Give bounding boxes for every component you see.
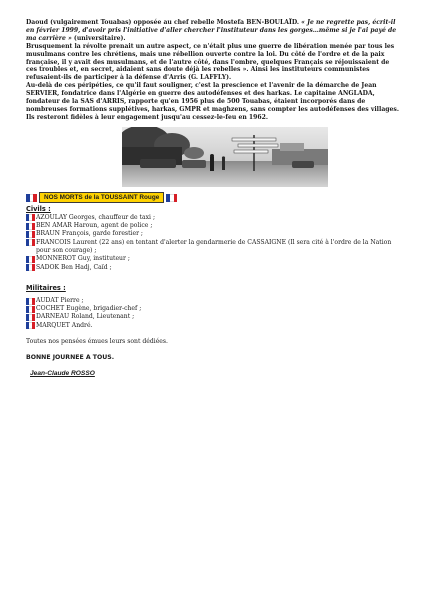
militaires-list: [26, 297, 402, 330]
list-item: COCHET Eugène, brigadier-chef ;: [26, 305, 402, 313]
french-flag-icon: [26, 306, 35, 313]
french-flag-icon: [26, 322, 35, 329]
list-item: BEN AMAR Haroun, agent de police ;: [26, 222, 402, 230]
civils-list: [26, 214, 402, 272]
french-flag-icon: [26, 239, 35, 246]
closing-text: Toutes nos pensées émues leurs sont dédiées.: [26, 338, 168, 346]
intro-paragraph-3: Au-delà de ces péripéties, ce qu'il faut souligner, c'est la prescience et l'avenir de la démarche de Jean SERVIER, fondatrice dans l'Algérie en guerre des autodéfenses et des harkas. Le capitaine ANGLADA, fondateur de la SAS d'ARRIS, rapporte qu'en 1956 plus de 500 Touabas, étaient incorporés dans de nombreuses formations supplétives, harkas, GMPR et maghzens, sans compter les autodéfenses des villages.: [26, 82, 399, 113]
french-flag-icon: [166, 194, 177, 202]
intro-text-b: (universitaire).: [71, 34, 126, 42]
author-signature: Jean-Claude ROSSO: [30, 370, 95, 378]
list-item: MARQUET André.: [26, 322, 402, 330]
list-item: DARNEAU Roland, Lieutenant ;: [26, 313, 402, 321]
french-flag-icon: [26, 298, 35, 305]
street-scene-photo: [122, 127, 328, 187]
heading-row: [26, 193, 402, 203]
french-flag-icon: [26, 214, 35, 221]
list-item: BRAUN François, garde forestier ;: [26, 230, 402, 238]
french-flag-icon: [26, 194, 37, 202]
intro-paragraph-4: Ils resteront fidèles à leur engagement jusqu'au cessez-le-feu en 1962.: [26, 113, 268, 121]
list-item: AUDAT Pierre ;: [26, 297, 402, 305]
list-item: SADOK Ben Hadj, Caïd ;: [26, 264, 402, 272]
section-heading: NOS MORTS de la TOUSSAINT Rouge: [39, 192, 164, 203]
french-flag-icon: [26, 231, 35, 238]
intro-quote: « Je ne regrette pas, écrit-il en février 1999, d'avoir pris l'initiative d'aller chercher l'instituteur dans les gorges…même si je l'ai payé de ma carrière »: [26, 19, 397, 42]
intro-paragraph-2: Brusquement la révolte prenait un autre aspect, ce n'était plus une guerre de libération menée par tous les musulmans contre les chrétiens, mais une rébellion ouverte contre la loi. Du côté de l'ordre et de la paix française, il y avait des musulmans, et de l'autre côté, dans l'ombre, quelques Français se réjouissaient de ces troubles et, en secret, aidaient sans doute déjà les rebelles ». Ainsi les instituteurs communistes refusaient-ils de participer à la défense d'Arris (G. LAFFLY).: [26, 42, 395, 82]
french-flag-icon: [26, 264, 35, 271]
document-page: [26, 19, 402, 378]
list-item: AZOULAY Georges, chauffeur de taxi ;: [26, 214, 402, 222]
intro-paragraph-1: [26, 19, 402, 43]
civils-title: Civils :: [26, 204, 51, 213]
intro-text-a: Daoud (vulgairement Touabas) opposée au chef rebelle Mostefa BEN-BOULAÏD.: [26, 19, 302, 26]
greeting-text: BONNE JOURNEE A TOUS.: [26, 354, 115, 362]
list-item: MONNEROT Guy, instituteur ;: [26, 255, 402, 263]
french-flag-icon: [26, 256, 35, 263]
militaires-title: Militaires :: [26, 283, 66, 292]
french-flag-icon: [26, 223, 35, 230]
french-flag-icon: [26, 314, 35, 321]
list-item: FRANCOIS Laurent (22 ans) en tentant d'alerter la gendarmerie de CASSAIGNE (Il sera cité à l'ordre de la Nation pour son courage) ;: [26, 239, 402, 256]
